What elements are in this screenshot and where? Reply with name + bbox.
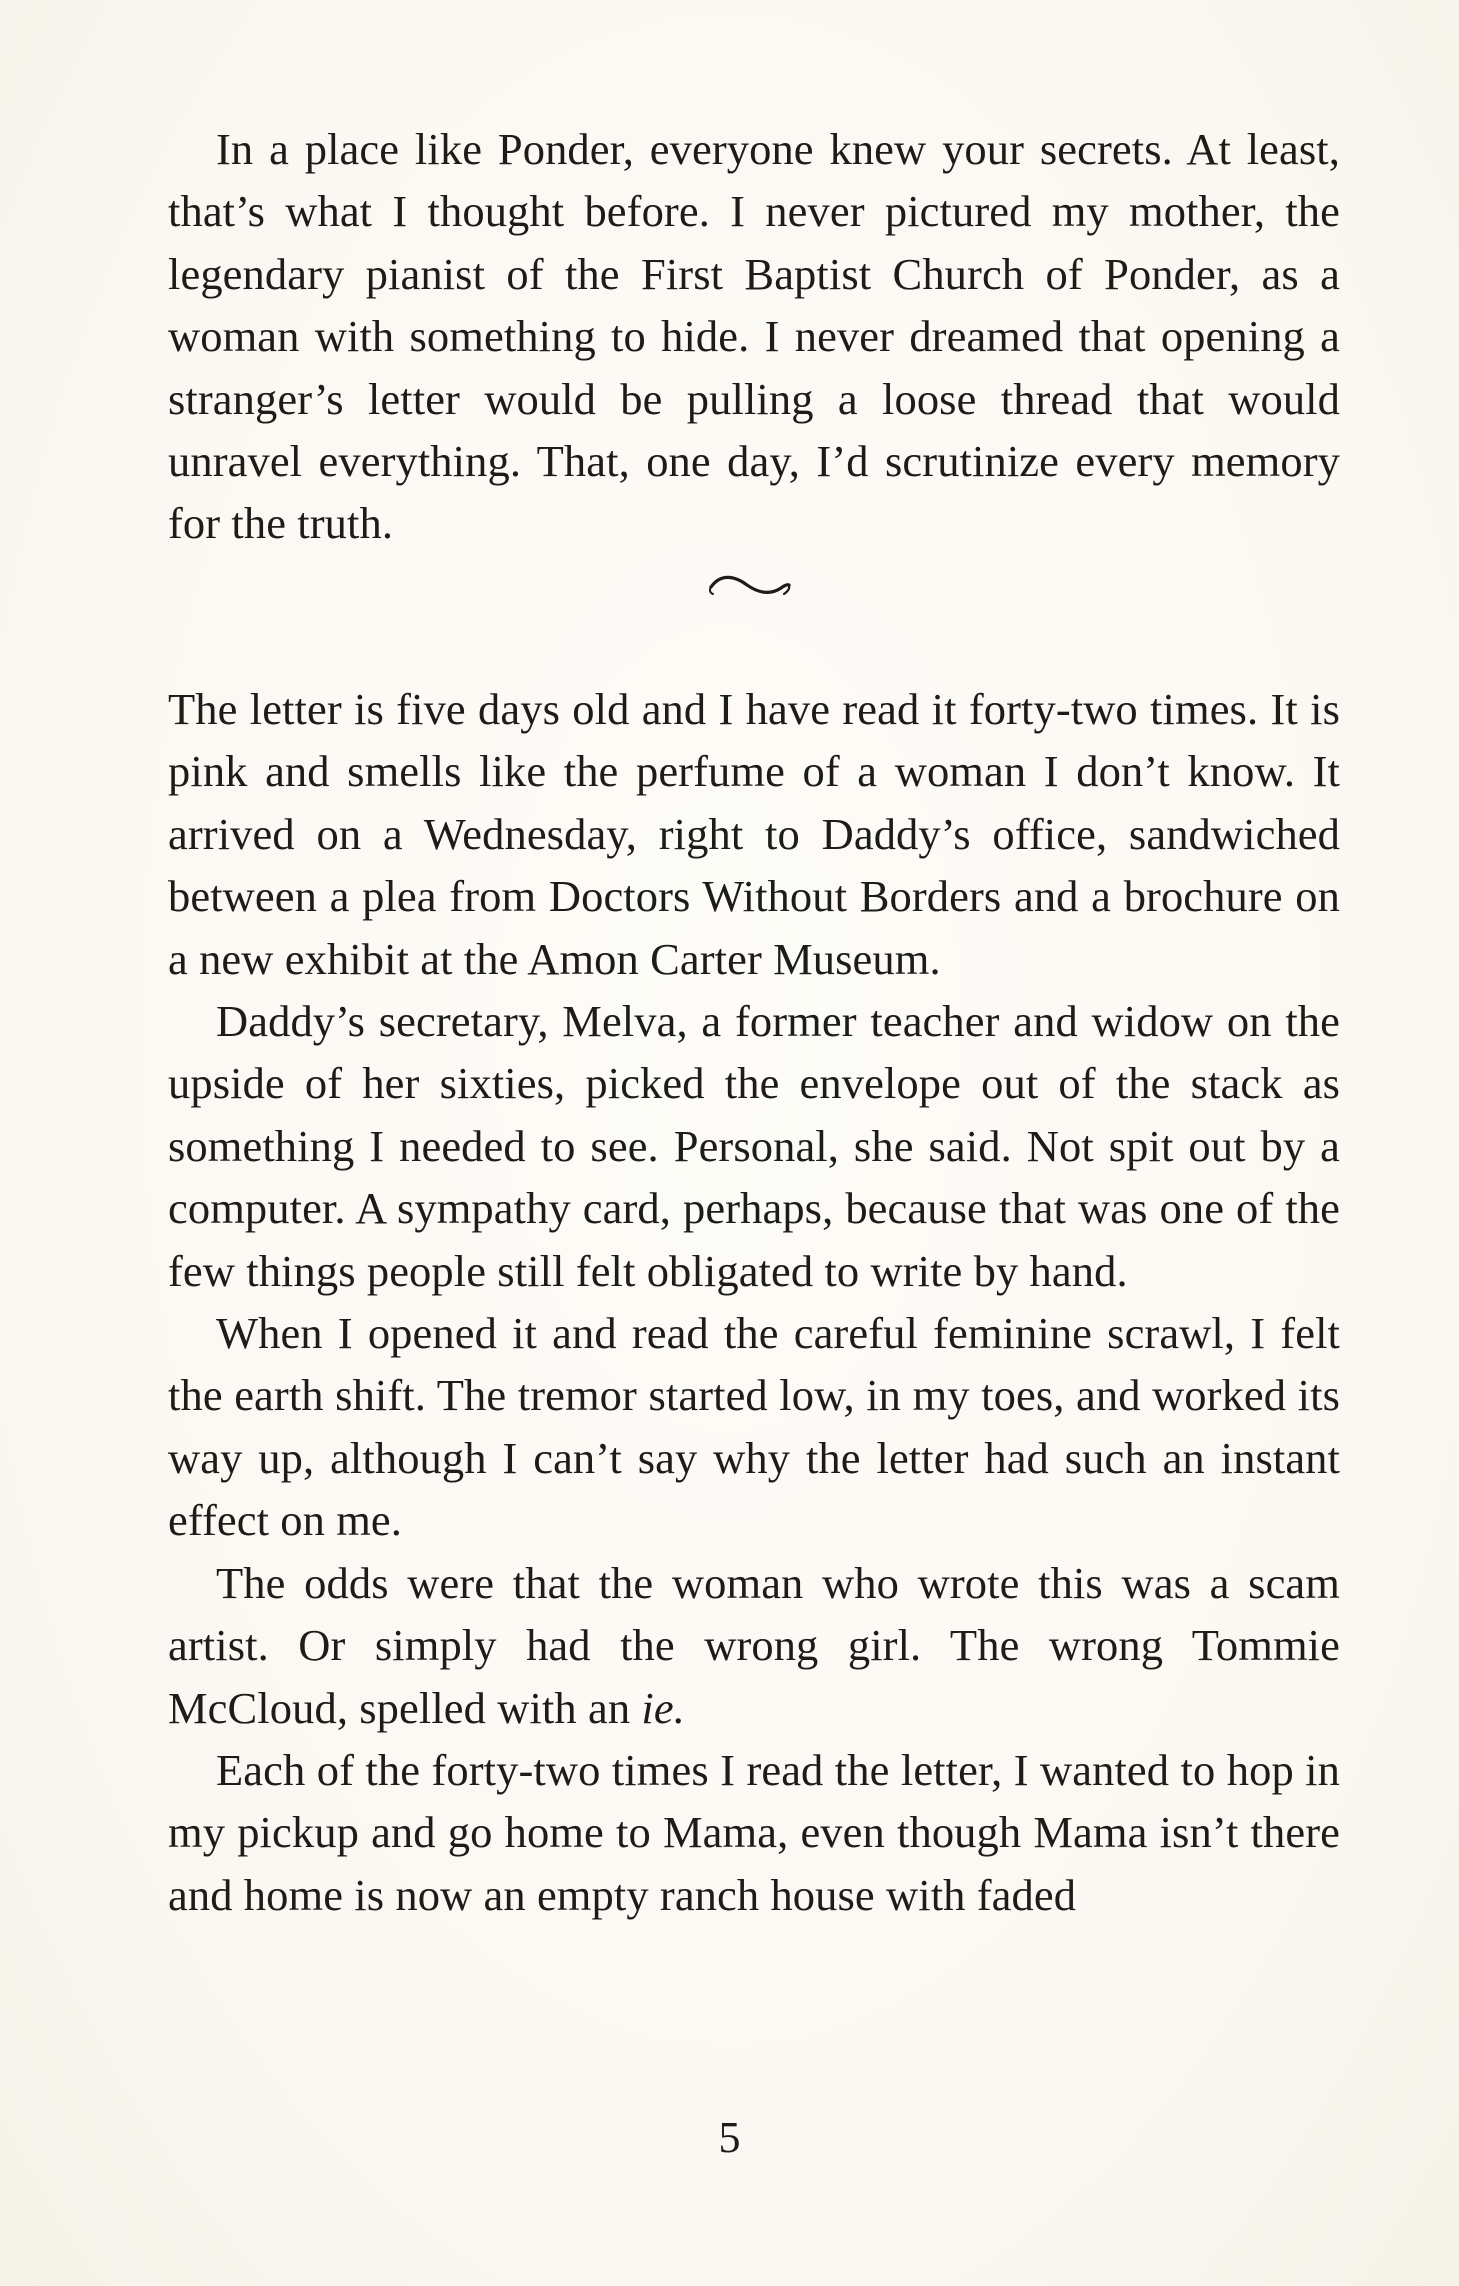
body-paragraph: Daddy’s secretary, Melva, a former teacher and widow on the upside of her sixties, picked the envelope out of the stack as something I needed to see. Personal, she said. Not spit out by a computer. A sympathy card, perhaps, because that was one of the few things people still felt obligated to write by hand. <box>168 996 1340 1296</box>
body-paragraph <box>168 1552 1340 1739</box>
body-paragraph-text: The odds were that the woman who wrote this was a scam artist. Or simply had the wrong girl. The wrong Tommie McCloud, spelled with an <box>168 1557 1340 1733</box>
swash-ornament-icon <box>707 570 793 606</box>
page-number: 5 <box>718 2113 741 2162</box>
body-block <box>168 678 1340 1926</box>
body-paragraph: When I opened it and read the careful feminine scrawl, I felt the earth shift. The tremor started low, in my toes, and worked its way up, although I can’t say why the letter had such an instant effect on me. <box>168 1308 1340 1546</box>
intro-paragraph: In a place like Ponder, everyone knew your secrets. At least, that’s what I thought before. I never pictured my mother, the legendary pianist of the First Baptist Church of Ponder, as a woman with something to hide. I never dreamed that opening a stranger’s letter would be pulling a loose thread that would unravel everything. That, one day, I’d scrutinize every memory for the truth. <box>168 124 1340 549</box>
body-paragraph: The letter is five days old and I have read it forty-two times. It is pink and smells like the perfume of a woman I don’t know. It arrived on a Wednesday, right to Daddy’s office, sandwiched between a plea from Doctors Without Borders and a brochure on a new exhibit at the Amon Carter Museum. <box>168 684 1340 984</box>
emphasis-text: ie. <box>641 1682 685 1733</box>
intro-block <box>168 118 1340 555</box>
body-paragraph: Each of the forty-two times I read the letter, I wanted to hop in my pickup and go home to Mama, even though Mama isn’t there and home is now an empty ranch house with faded <box>168 1744 1340 1920</box>
